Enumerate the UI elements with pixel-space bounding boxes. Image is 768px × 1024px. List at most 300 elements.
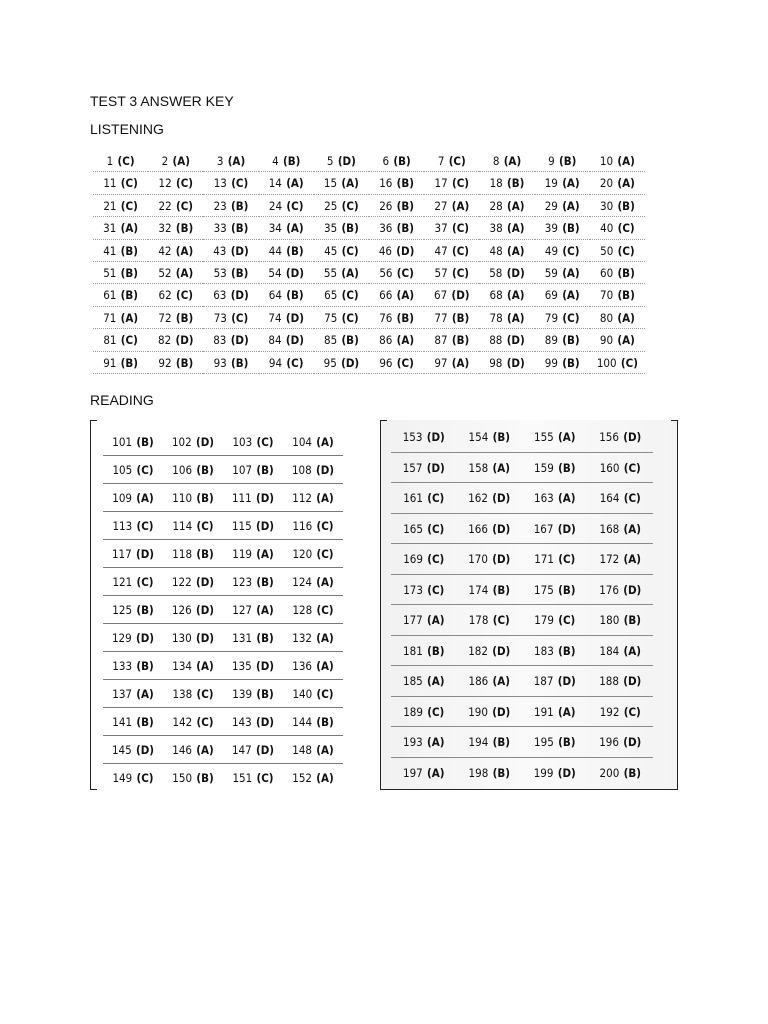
question-number: 96: [379, 355, 393, 370]
answer-letter: (A): [503, 154, 522, 168]
answer-letter: (B): [427, 643, 445, 658]
question-number: 146: [172, 743, 192, 757]
question-number: 125: [112, 603, 133, 617]
answer-item: [283, 456, 343, 484]
answer-letter: (C): [617, 221, 635, 236]
answer-letter: (C): [427, 491, 445, 505]
question-number: 128: [292, 603, 313, 617]
answer-letter: (B): [256, 687, 274, 701]
question-number: 6: [382, 154, 390, 168]
answer-item: [259, 150, 314, 172]
question-number: 129: [111, 631, 132, 645]
answer-letter: (B): [617, 288, 635, 303]
answer-item: [391, 605, 457, 636]
answer-letter: (C): [451, 176, 470, 191]
answer-item: [283, 428, 343, 456]
answer-letter: (A): [558, 430, 576, 444]
answer-item: [259, 262, 314, 284]
answer-letter: (B): [175, 221, 194, 236]
question-number: 182: [468, 643, 488, 658]
answer-item: [163, 428, 223, 456]
answer-letter: (B): [256, 631, 274, 645]
answer-letter: (A): [136, 687, 154, 701]
answer-letter: (D): [230, 333, 249, 348]
question-number: 116: [292, 519, 313, 533]
answer-item: [590, 217, 645, 239]
answer-letter: (B): [196, 771, 214, 785]
answer-letter: (C): [175, 176, 194, 191]
answer-letter: (C): [448, 154, 466, 168]
answer-item: [148, 307, 203, 329]
question-number: 107: [232, 463, 253, 477]
answer-item: [259, 240, 314, 262]
reading-right-panel: [380, 420, 678, 790]
answer-letter: (B): [341, 333, 359, 348]
answer-item: [163, 652, 223, 680]
answer-item: [223, 624, 283, 652]
question-number: 193: [402, 735, 423, 749]
answer-letter: (C): [286, 198, 304, 213]
answer-letter: (C): [451, 265, 470, 280]
answer-letter: (C): [396, 265, 414, 280]
question-number: 97: [434, 355, 448, 370]
question-number: 126: [171, 603, 192, 617]
answer-item: [93, 240, 148, 262]
answer-letter: (A): [558, 704, 576, 719]
answer-item: [259, 284, 314, 306]
answer-item: [203, 284, 258, 306]
answer-letter: (B): [451, 333, 470, 348]
answer-item: [535, 307, 590, 329]
answer-item: [203, 240, 258, 262]
question-number: 82: [158, 333, 172, 348]
answer-item: [93, 172, 148, 194]
answer-letter: (C): [136, 519, 154, 533]
answer-item: [93, 329, 148, 351]
answer-item: [314, 262, 369, 284]
question-number: 66: [379, 288, 393, 303]
answer-item: [103, 512, 163, 540]
answer-item: [259, 352, 314, 374]
answer-item: [203, 262, 258, 284]
question-number: 39: [544, 221, 558, 236]
question-number: 171: [534, 552, 554, 566]
question-number: 181: [403, 643, 423, 658]
answer-letter: (D): [175, 333, 194, 348]
answer-item: [148, 172, 203, 194]
answer-item: [148, 262, 203, 284]
question-number: 70: [599, 288, 614, 303]
answer-item: [223, 652, 283, 680]
question-number: 162: [468, 491, 488, 505]
answer-letter: (D): [255, 715, 275, 729]
answer-letter: (A): [316, 491, 334, 505]
answer-item: [314, 352, 369, 374]
answer-letter: (A): [562, 288, 580, 303]
question-number: 127: [232, 603, 252, 617]
answer-item: [424, 352, 479, 374]
answer-item: [590, 307, 645, 329]
answer-letter: (B): [623, 613, 641, 627]
answer-letter: (C): [341, 288, 359, 303]
answer-letter: (A): [427, 674, 445, 688]
question-number: 139: [232, 687, 253, 701]
answer-letter: (A): [256, 547, 274, 561]
question-number: 144: [292, 715, 313, 729]
answer-item: [588, 422, 654, 453]
answer-letter: (B): [175, 310, 194, 325]
question-number: 134: [172, 659, 192, 673]
answer-letter: (A): [120, 221, 139, 236]
answer-letter: (A): [316, 631, 334, 645]
question-number: 92: [158, 355, 172, 370]
answer-letter: (A): [623, 552, 641, 566]
question-number: 9: [548, 154, 555, 168]
answer-item: [479, 329, 534, 351]
question-number: 43: [213, 243, 227, 258]
answer-letter: (B): [231, 355, 249, 370]
question-number: 112: [292, 491, 312, 505]
answer-item: [283, 624, 343, 652]
question-number: 121: [112, 575, 133, 589]
answer-item: [457, 453, 523, 484]
answer-item: [457, 697, 523, 728]
answer-letter: (A): [558, 491, 576, 505]
question-number: 117: [111, 547, 132, 561]
answer-letter: (B): [396, 198, 414, 213]
question-number: 74: [268, 310, 282, 325]
answer-item: [223, 456, 283, 484]
answer-item: [369, 262, 424, 284]
question-number: 145: [111, 743, 132, 757]
question-number: 119: [232, 547, 252, 561]
answer-letter: (A): [492, 460, 510, 475]
question-number: 159: [534, 460, 554, 475]
answer-letter: (C): [396, 355, 414, 370]
reading-left-panel: [90, 420, 346, 790]
question-number: 142: [172, 715, 193, 729]
question-number: 76: [379, 310, 393, 325]
question-number: 170: [468, 552, 488, 566]
answer-letter: (A): [172, 154, 190, 168]
question-number: 188: [599, 674, 619, 688]
answer-item: [314, 195, 369, 217]
answer-item: [522, 453, 588, 484]
question-number: 109: [112, 491, 132, 505]
answer-letter: (A): [427, 765, 445, 780]
question-number: 163: [533, 491, 554, 505]
question-number: 56: [379, 265, 393, 280]
answer-letter: (B): [120, 355, 138, 370]
question-number: 152: [292, 771, 312, 785]
question-number: 49: [544, 243, 559, 258]
answer-item: [522, 666, 588, 697]
question-number: 46: [378, 243, 392, 258]
answer-letter: (C): [558, 613, 576, 627]
answer-item: [203, 352, 258, 374]
question-number: 184: [599, 643, 620, 658]
page-title: TEST 3 ANSWER KEY: [90, 93, 234, 109]
answer-letter: (B): [316, 715, 334, 729]
question-number: 68: [489, 288, 503, 303]
answer-item: [203, 217, 258, 239]
answer-item: [391, 514, 457, 545]
question-number: 52: [158, 265, 172, 280]
answer-item: [163, 596, 223, 624]
answer-item: [479, 284, 534, 306]
answer-item: [103, 484, 163, 512]
question-number: 28: [489, 198, 503, 213]
answer-item: [283, 764, 343, 792]
answer-letter: (B): [231, 265, 249, 280]
question-number: 91: [103, 355, 117, 370]
answer-letter: (D): [506, 265, 525, 280]
answer-item: [424, 262, 479, 284]
answer-letter: (B): [492, 582, 510, 597]
answer-letter: (C): [136, 463, 154, 477]
answer-letter: (B): [623, 765, 641, 780]
answer-item: [369, 284, 424, 306]
question-number: 67: [434, 288, 448, 303]
question-number: 101: [112, 435, 133, 449]
answer-letter: (A): [286, 176, 304, 191]
question-number: 148: [292, 743, 312, 757]
answer-letter: (D): [492, 491, 511, 505]
answer-letter: (D): [557, 765, 576, 780]
answer-letter: (B): [175, 355, 194, 370]
answer-letter: (B): [286, 243, 304, 258]
answer-item: [535, 240, 590, 262]
answer-letter: (A): [617, 154, 635, 168]
answer-item: [522, 544, 588, 575]
answer-letter: (A): [316, 771, 334, 785]
question-number: 15: [323, 176, 338, 191]
answer-letter: (C): [623, 491, 641, 505]
answer-item: [522, 575, 588, 606]
question-number: 90: [599, 333, 614, 348]
answer-letter: (A): [506, 310, 525, 325]
answer-item: [314, 284, 369, 306]
question-number: 158: [468, 460, 489, 475]
question-number: 131: [232, 631, 253, 645]
answer-item: [163, 568, 223, 596]
answer-item: [163, 708, 223, 736]
answer-item: [588, 514, 654, 545]
answer-item: [424, 172, 479, 194]
answer-letter: (C): [617, 243, 635, 258]
answer-item: [203, 329, 258, 351]
question-number: 22: [158, 198, 172, 213]
question-number: 192: [599, 704, 620, 719]
answer-letter: (C): [427, 552, 445, 566]
answer-item: [103, 568, 163, 596]
answer-letter: (B): [492, 430, 510, 444]
answer-letter: (C): [623, 460, 641, 475]
answer-letter: (C): [175, 198, 194, 213]
question-number: 175: [534, 582, 554, 597]
question-number: 14: [268, 176, 282, 191]
answer-letter: (B): [617, 265, 635, 280]
answer-item: [93, 307, 148, 329]
question-number: 59: [544, 265, 558, 280]
answer-letter: (A): [256, 603, 274, 617]
answer-item: [369, 240, 424, 262]
question-number: 17: [434, 176, 448, 191]
answer-letter: (C): [451, 243, 470, 258]
question-number: 135: [231, 659, 252, 673]
answer-letter: (B): [136, 659, 154, 673]
answer-item: [283, 512, 343, 540]
question-number: 154: [468, 430, 489, 444]
question-number: 89: [544, 333, 558, 348]
answer-letter: (A): [227, 154, 246, 168]
answer-letter: (D): [623, 674, 642, 688]
answer-letter: (A): [196, 659, 214, 673]
question-number: 160: [599, 460, 620, 475]
answer-letter: (D): [506, 333, 525, 348]
answer-item: [103, 624, 163, 652]
question-number: 153: [402, 430, 423, 444]
answer-letter: (C): [256, 435, 274, 449]
answer-item: [522, 605, 588, 636]
answer-letter: (D): [285, 265, 304, 280]
answer-item: [314, 172, 369, 194]
answer-item: [163, 680, 223, 708]
answer-letter: (D): [623, 735, 642, 749]
question-number: 31: [103, 221, 117, 236]
answer-letter: (B): [196, 491, 214, 505]
answer-item: [590, 195, 645, 217]
answer-letter: (B): [396, 176, 414, 191]
answer-item: [148, 217, 203, 239]
answer-item: [148, 352, 203, 374]
answer-letter: (A): [175, 243, 194, 258]
question-number: 63: [213, 288, 227, 303]
answer-letter: (D): [255, 491, 275, 505]
question-number: 198: [468, 765, 489, 780]
question-number: 187: [533, 674, 554, 688]
answer-letter: (A): [451, 198, 470, 213]
answer-letter: (C): [558, 552, 576, 566]
answer-letter: (D): [451, 288, 470, 303]
question-number: 41: [103, 243, 117, 258]
question-number: 114: [172, 519, 193, 533]
question-number: 37: [434, 221, 448, 236]
answer-item: [369, 217, 424, 239]
answer-letter: (B): [136, 435, 154, 449]
answer-item: [314, 240, 369, 262]
answer-item: [283, 680, 343, 708]
question-number: 120: [292, 547, 313, 561]
question-number: 137: [112, 687, 132, 701]
question-number: 168: [599, 521, 620, 536]
question-number: 4: [272, 154, 279, 168]
answer-item: [223, 596, 283, 624]
question-number: 88: [489, 333, 503, 348]
answer-item: [391, 697, 457, 728]
answer-item: [259, 307, 314, 329]
question-number: 130: [171, 631, 192, 645]
answer-item: [535, 284, 590, 306]
answer-item: [535, 195, 590, 217]
answer-letter: (D): [492, 552, 511, 566]
answer-letter: (C): [117, 154, 135, 168]
answer-item: [148, 240, 203, 262]
answer-item: [223, 568, 283, 596]
answer-letter: (A): [492, 674, 510, 688]
answer-letter: (D): [135, 631, 155, 645]
question-number: 93: [213, 355, 227, 370]
answer-item: [457, 758, 523, 789]
question-number: 45: [324, 243, 338, 258]
answer-item: [522, 697, 588, 728]
question-number: 118: [172, 547, 193, 561]
question-number: 111: [231, 491, 252, 505]
question-number: 179: [534, 613, 554, 627]
answer-letter: (C): [120, 176, 138, 191]
answer-letter: (D): [396, 243, 415, 258]
answer-item: [369, 329, 424, 351]
answer-item: [259, 172, 314, 194]
answer-letter: (B): [136, 715, 154, 729]
answer-letter: (A): [316, 743, 334, 757]
answer-item: [588, 575, 654, 606]
answer-letter: (B): [396, 221, 414, 236]
answer-item: [103, 680, 163, 708]
answer-item: [588, 697, 654, 728]
answer-letter: (D): [195, 603, 215, 617]
answer-letter: (D): [255, 659, 275, 673]
answer-letter: (C): [620, 355, 638, 370]
answer-item: [588, 636, 654, 667]
answer-letter: (A): [396, 288, 415, 303]
answer-item: [369, 195, 424, 217]
question-number: 161: [403, 491, 423, 505]
question-number: 2: [161, 154, 169, 168]
answer-letter: (C): [341, 198, 359, 213]
answer-item: [283, 568, 343, 596]
question-number: 105: [112, 463, 133, 477]
answer-item: [590, 240, 645, 262]
answer-item: [391, 636, 457, 667]
answer-letter: (A): [316, 659, 334, 673]
answer-item: [522, 758, 588, 789]
question-number: 30: [599, 198, 614, 213]
question-number: 65: [324, 288, 338, 303]
question-number: 87: [434, 333, 448, 348]
answer-item: [457, 636, 523, 667]
answer-item: [457, 422, 523, 453]
answer-item: [93, 150, 148, 172]
answer-letter: (A): [175, 265, 194, 280]
question-number: 32: [158, 221, 172, 236]
answer-item: [479, 195, 534, 217]
question-number: 177: [402, 613, 423, 627]
answer-letter: (D): [337, 154, 356, 168]
answer-letter: (B): [231, 198, 249, 213]
question-number: 103: [232, 435, 253, 449]
answer-item: [203, 172, 258, 194]
answer-item: [479, 352, 534, 374]
question-number: 172: [599, 552, 620, 566]
answer-letter: (D): [285, 310, 304, 325]
answer-letter: (A): [562, 265, 580, 280]
question-number: 200: [599, 765, 620, 780]
answer-item: [391, 666, 457, 697]
answer-item: [103, 652, 163, 680]
answer-letter: (C): [492, 613, 510, 627]
answer-letter: (A): [427, 613, 445, 627]
